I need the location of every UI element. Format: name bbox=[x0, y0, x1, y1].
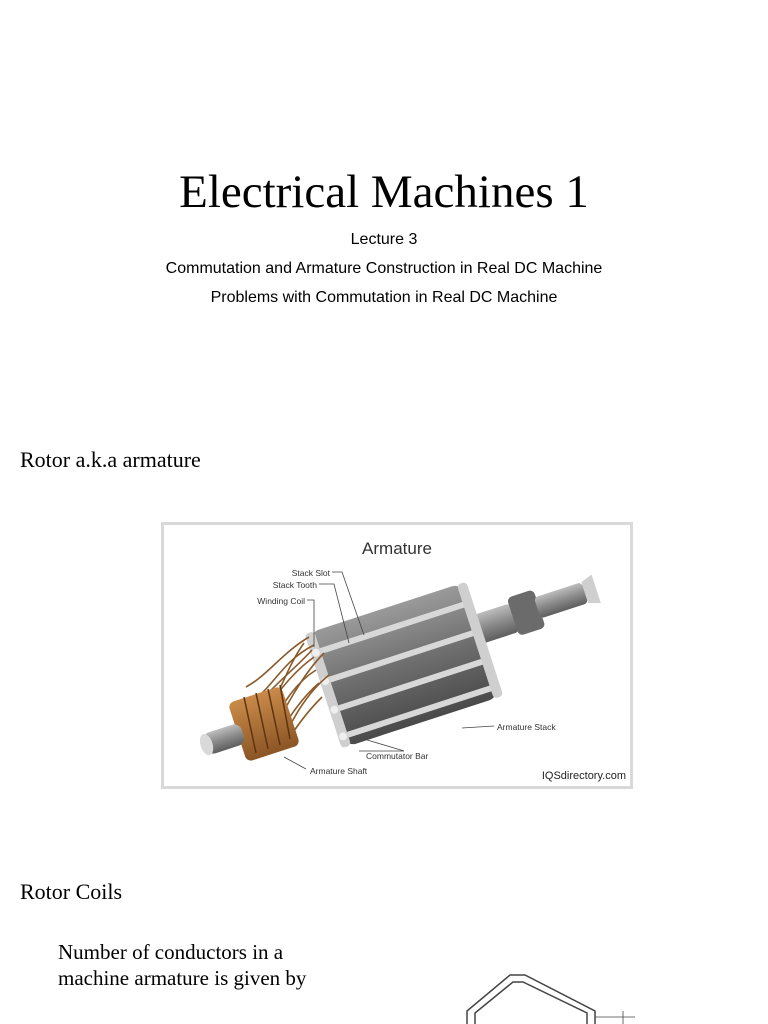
label-armature-stack: Armature Stack bbox=[497, 722, 556, 732]
figure-watermark: IQSdirectory.com bbox=[541, 770, 626, 782]
label-winding-coil: Winding Coil bbox=[257, 596, 305, 606]
label-stack-slot: Stack Slot bbox=[291, 568, 330, 578]
body-paragraph: Number of conductors in a machine armature is given by bbox=[58, 940, 307, 990]
armature-shaft-left bbox=[197, 722, 246, 757]
figure-title: Armature bbox=[362, 539, 432, 558]
section-heading-rotor-coils: Rotor Coils bbox=[20, 879, 123, 904]
page-title: Electrical Machines 1 bbox=[179, 166, 589, 218]
armature-stack bbox=[305, 582, 504, 749]
label-stack-tooth: Stack Tooth bbox=[272, 580, 317, 590]
section-heading-rotor: Rotor a.k.a armature bbox=[20, 447, 201, 472]
label-commutator-bar: Commutator Bar bbox=[366, 751, 429, 761]
subtitle-line-1: Commutation and Armature Construction in Real DC Machine bbox=[165, 260, 603, 277]
lecture-number: Lecture 3 bbox=[350, 231, 418, 248]
armature-illustration bbox=[164, 525, 630, 786]
subtitle-line-2: Problems with Commutation in Real DC Machine bbox=[210, 289, 558, 306]
armature-figure bbox=[161, 522, 633, 789]
coil-diagram bbox=[455, 965, 655, 1024]
label-armature-shaft: Armature Shaft bbox=[310, 766, 368, 776]
